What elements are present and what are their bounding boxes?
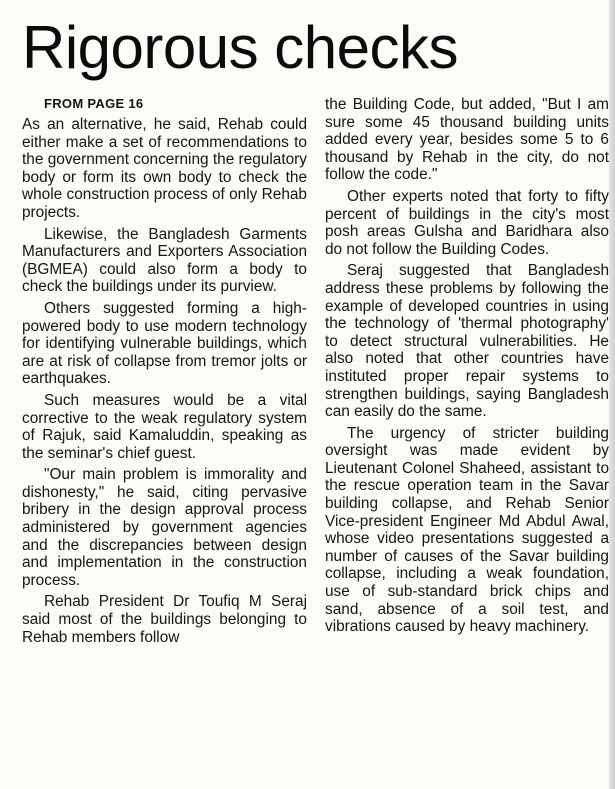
paragraph: The urgency of stricter building oversight was made evident by Lieutenant Colonel Shaheed, assistant to the rescue operation team in the Savar building collapse, and Rehab Senior Vice-president Engineer Md Abdul Awal, whose video presentations suggested a number of causes of the Savar building collapse, including a weak foundation, use of sub-standard brick chips and sand, absence of a soil test, and vibrations caused by heavy machinery. — [325, 424, 609, 636]
right-column — [325, 96, 609, 640]
paragraph: the Building Code, but added, "But I am sure some 45 thousand building units added every year, besides some 5 to 6 thousand by Rehab in the city, do not follow the code." — [325, 96, 609, 184]
paragraph: Likewise, the Bangladesh Garments Manufacturers and Exporters Association (BGMEA) could also form a body to check the buildings under its purview. — [22, 225, 307, 296]
paragraph: "Our main problem is immorality and dishonesty," he said, citing pervasive bribery in the design approval process administered by government agencies and the discrepancies between design and implementation in the construction process. — [22, 466, 307, 589]
continued-from-label: FROM PAGE 16 — [44, 96, 144, 111]
paragraph: Such measures would be a vital corrective to the weak regulatory system of Rajuk, said Kamaluddin, speaking as the seminar's chief guest. — [22, 391, 307, 462]
paragraph: As an alternative, he said, Rehab could either make a set of recommendations to the government concerning the regulatory body or form its own body to check the whole construction process of only Rehab projects. — [22, 116, 307, 221]
paragraph: Others suggested forming a high-powered body to use modern technology for identifying vulnerable buildings, which are at risk of collapse from tremor jolts or earthquakes. — [22, 299, 307, 388]
paragraph: Seraj suggested that Bangladesh address these problems by following the example of developed countries in using the technology of 'thermal photography' to detect structural vulnerabilities. He also noted that other countries have instituted proper repair systems to strengthen buildings, saying Bangladesh can easily do the same. — [325, 262, 609, 421]
headline: Rigorous checks — [22, 14, 459, 81]
paragraph: Rehab President Dr Toufiq M Seraj said most of the buildings belonging to Rehab members follow — [22, 593, 307, 646]
left-column — [22, 96, 307, 650]
page-edge — [609, 0, 615, 789]
paragraph: Other experts noted that forty to fifty percent of buildings in the city's most posh areas Gulsha and Baridhara also do not follow the Building Codes. — [325, 187, 609, 258]
